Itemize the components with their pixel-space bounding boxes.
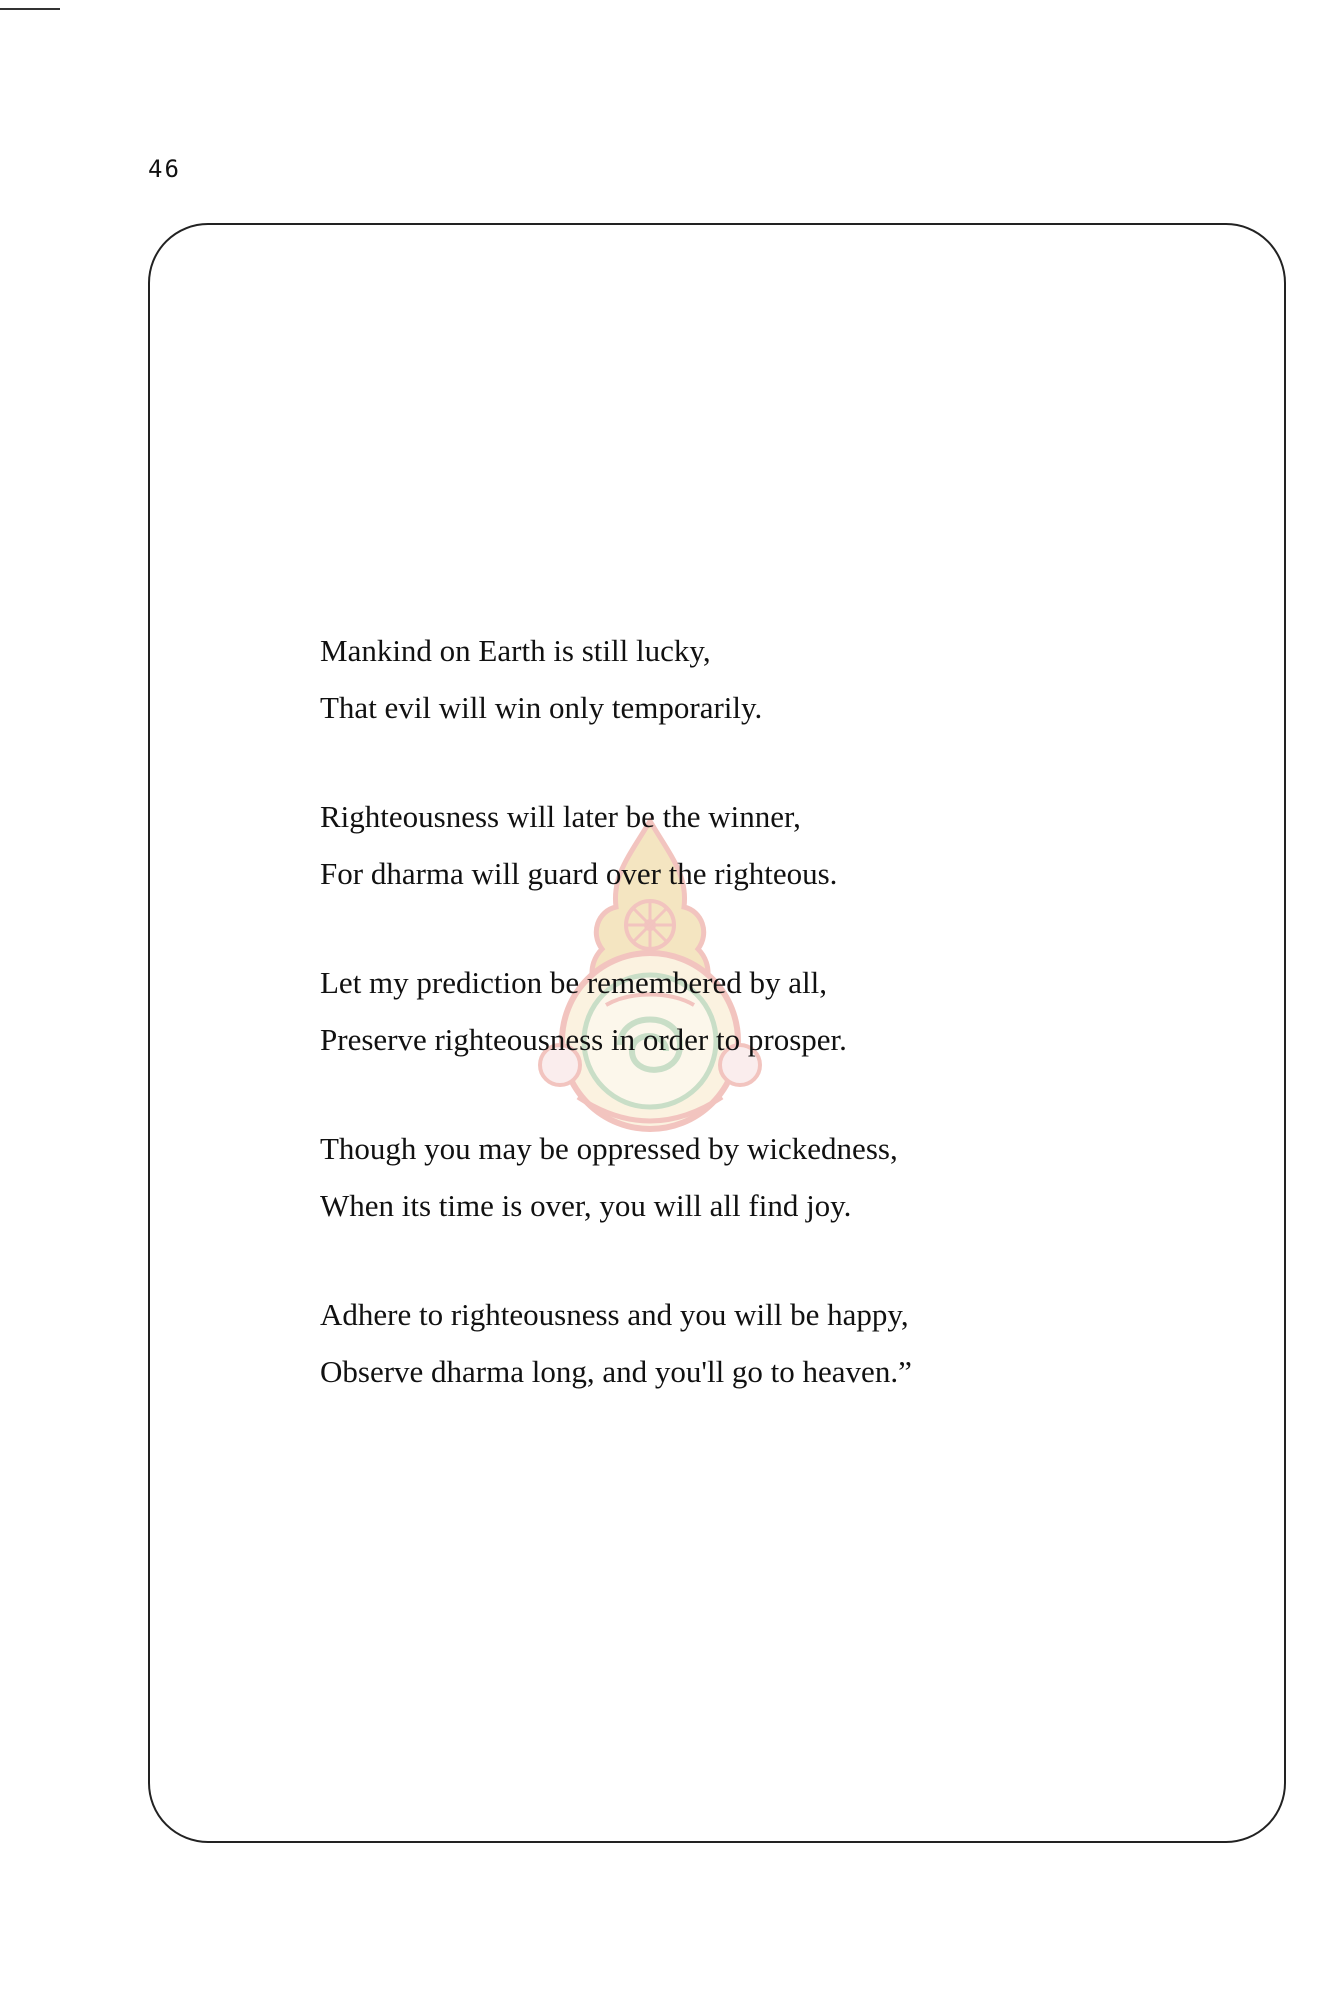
poem-stanza xyxy=(320,788,1220,902)
poem-stanza xyxy=(320,1286,1220,1400)
poem-line: Righteousness will later be the winner, xyxy=(320,799,801,834)
page-number: 46 xyxy=(148,155,181,183)
poem-body xyxy=(320,622,1220,1452)
poem-line: For dharma will guard over the righteous. xyxy=(320,856,838,891)
poem-line: Mankind on Earth is still lucky, xyxy=(320,633,711,668)
poem-line: Observe dharma long, and you'll go to heaven.” xyxy=(320,1354,912,1389)
poem-stanza xyxy=(320,622,1220,736)
poem-line: Preserve righteousness in order to prosper. xyxy=(320,1022,847,1057)
poem-stanza xyxy=(320,1120,1220,1234)
poem-line: Though you may be oppressed by wickedness, xyxy=(320,1131,898,1166)
poem-line: That evil will win only temporarily. xyxy=(320,690,763,725)
poem-line: Adhere to righteousness and you will be happy, xyxy=(320,1297,909,1332)
poem-stanza xyxy=(320,954,1220,1068)
poem-line: When its time is over, you will all find joy. xyxy=(320,1188,852,1223)
poem-line: Let my prediction be remembered by all, xyxy=(320,965,828,1000)
scan-corner-rule xyxy=(0,8,60,10)
